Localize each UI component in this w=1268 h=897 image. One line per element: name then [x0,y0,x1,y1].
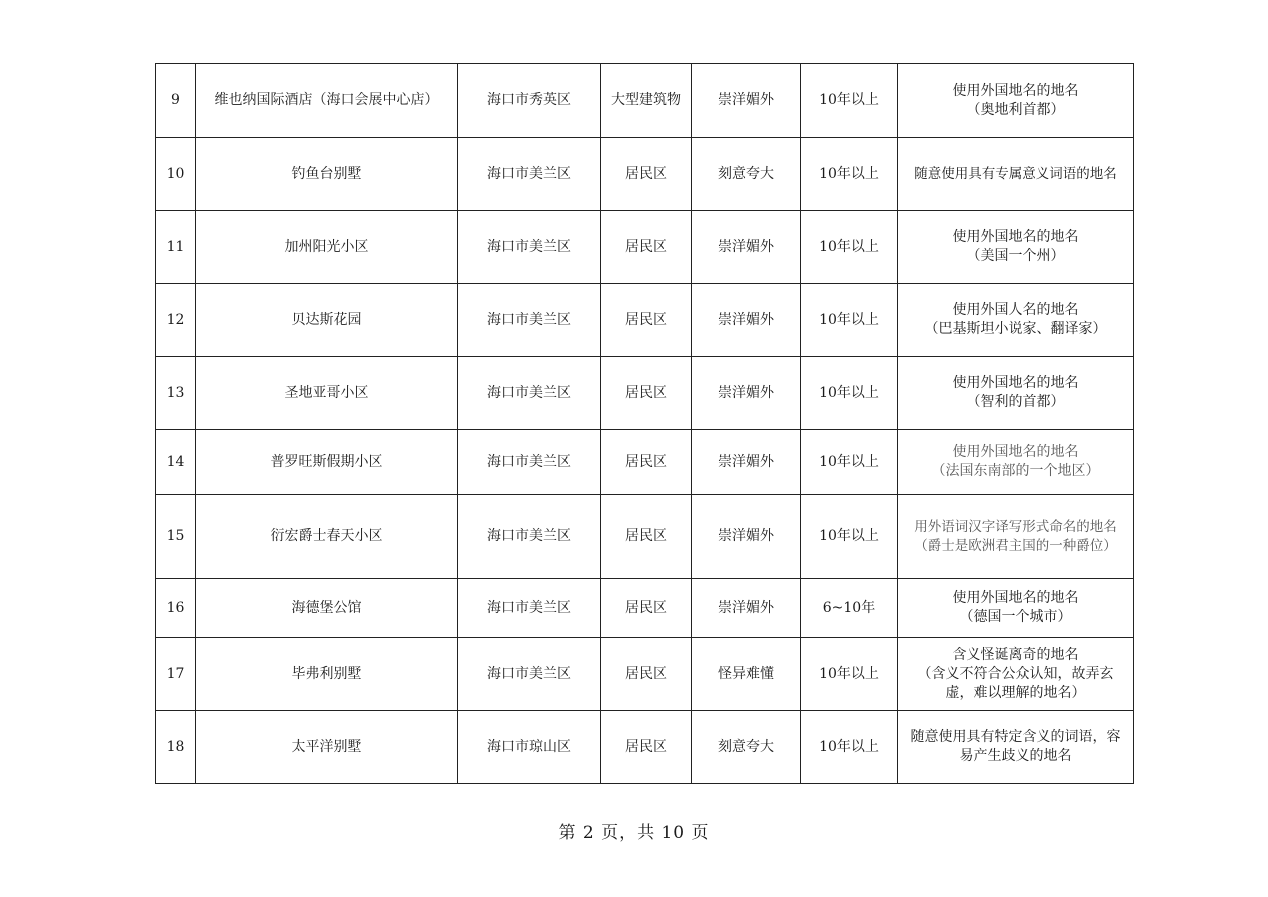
place-type: 大型建筑物 [601,64,692,138]
reason [898,211,1134,284]
reason-line: 使用外国地名的地名 [952,82,1079,99]
table-row [156,495,1134,579]
reason-line: 含义怪诞离奇的地名 [952,646,1079,663]
row-number: 18 [156,711,196,784]
place-name: 太平洋别墅 [196,711,458,784]
years-used: 10年以上 [801,495,898,579]
reason [898,64,1134,138]
reason-line: （德国一个城市） [959,609,1072,625]
place-name: 衍宏爵士春天小区 [196,495,458,579]
table-row [156,211,1134,284]
reason-line: 随意使用具有专属意义词语的地名 [914,165,1117,182]
reason-line: （巴基斯坦小说家、翻译家） [924,321,1107,337]
district: 海口市美兰区 [458,579,601,638]
reason-line: 使用外国地名的地名 [952,229,1079,245]
district: 海口市秀英区 [458,64,601,138]
years-used: 10年以上 [801,638,898,711]
reason-line: （奥地利首都） [966,101,1065,118]
place-type: 居民区 [601,495,692,579]
reason-line: 易产生歧义的地名 [959,748,1072,764]
reason [898,638,1134,711]
district: 海口市美兰区 [458,430,601,495]
district: 海口市美兰区 [458,211,601,284]
reason-line: 虚，难以理解的地名） [945,684,1086,701]
place-type: 居民区 [601,711,692,784]
reason [898,284,1134,357]
reason [898,711,1134,784]
row-number: 13 [156,357,196,430]
reason [898,357,1134,430]
district: 海口市美兰区 [458,357,601,430]
place-name: 加州阳光小区 [196,211,458,284]
place-type: 居民区 [601,430,692,495]
years-used: 6~10年 [801,579,898,638]
table-body [156,64,1134,784]
problem-type: 崇洋媚外 [692,579,801,638]
place-name: 圣地亚哥小区 [196,357,458,430]
names-table [155,63,1134,784]
district: 海口市琼山区 [458,711,601,784]
table-row [156,357,1134,430]
table-row [156,64,1134,138]
reason-line: （含义不符合公众认知，故弄玄 [917,665,1114,682]
problem-type: 崇洋媚外 [692,211,801,284]
years-used: 10年以上 [801,711,898,784]
problem-type: 崇洋媚外 [692,357,801,430]
problem-type: 怪异难懂 [692,638,801,711]
problem-type: 刻意夸大 [692,138,801,211]
place-type: 居民区 [601,284,692,357]
place-type: 居民区 [601,579,692,638]
problem-type: 崇洋媚外 [692,64,801,138]
years-used: 10年以上 [801,430,898,495]
reason [898,430,1134,495]
reason-line: 随意使用具有特定含义的词语，容 [910,729,1121,745]
years-used: 10年以上 [801,357,898,430]
place-name: 贝达斯花园 [196,284,458,357]
table-row [156,430,1134,495]
row-number: 11 [156,211,196,284]
table-row [156,138,1134,211]
reason-line: 使用外国地名的地名 [952,375,1079,391]
years-used: 10年以上 [801,211,898,284]
reason-line: （爵士是欧洲君主国的一种爵位） [914,537,1117,554]
district: 海口市美兰区 [458,284,601,357]
table-row [156,711,1134,784]
reason-line: 使用外国地名的地名 [952,590,1079,606]
place-name: 毕弗利别墅 [196,638,458,711]
place-name: 维也纳国际酒店（海口会展中心店） [196,64,458,138]
reason-line: （法国东南部的一个地区） [931,463,1100,479]
years-used: 10年以上 [801,284,898,357]
place-name: 海德堡公馆 [196,579,458,638]
reason-line: （美国一个州） [966,248,1065,264]
district: 海口市美兰区 [458,638,601,711]
place-type: 居民区 [601,211,692,284]
problem-type: 崇洋媚外 [692,284,801,357]
row-number: 14 [156,430,196,495]
place-type: 居民区 [601,138,692,211]
table-row [156,579,1134,638]
years-used: 10年以上 [801,138,898,211]
years-used: 10年以上 [801,64,898,138]
reason-line: （智利的首都） [966,394,1065,410]
row-number: 12 [156,284,196,357]
reason-line: 使用外国地名的地名 [952,444,1079,460]
reason-line: 用外语词汉字译写形式命名的地名 [914,518,1117,535]
row-number: 17 [156,638,196,711]
district: 海口市美兰区 [458,138,601,211]
row-number: 15 [156,495,196,579]
row-number: 10 [156,138,196,211]
page-number: 第 2 页，共 10 页 [558,823,710,843]
place-type: 居民区 [601,638,692,711]
reason [898,138,1134,211]
problem-type: 刻意夸大 [692,711,801,784]
problem-type: 崇洋媚外 [692,495,801,579]
table-row [156,284,1134,357]
problem-type: 崇洋媚外 [692,430,801,495]
row-number: 9 [156,64,196,138]
district: 海口市美兰区 [458,495,601,579]
place-name: 普罗旺斯假期小区 [196,430,458,495]
place-type: 居民区 [601,357,692,430]
table-row [156,638,1134,711]
row-number: 16 [156,579,196,638]
reason-line: 使用外国人名的地名 [952,302,1079,318]
reason [898,495,1134,579]
place-name: 钓鱼台别墅 [196,138,458,211]
reason [898,579,1134,638]
